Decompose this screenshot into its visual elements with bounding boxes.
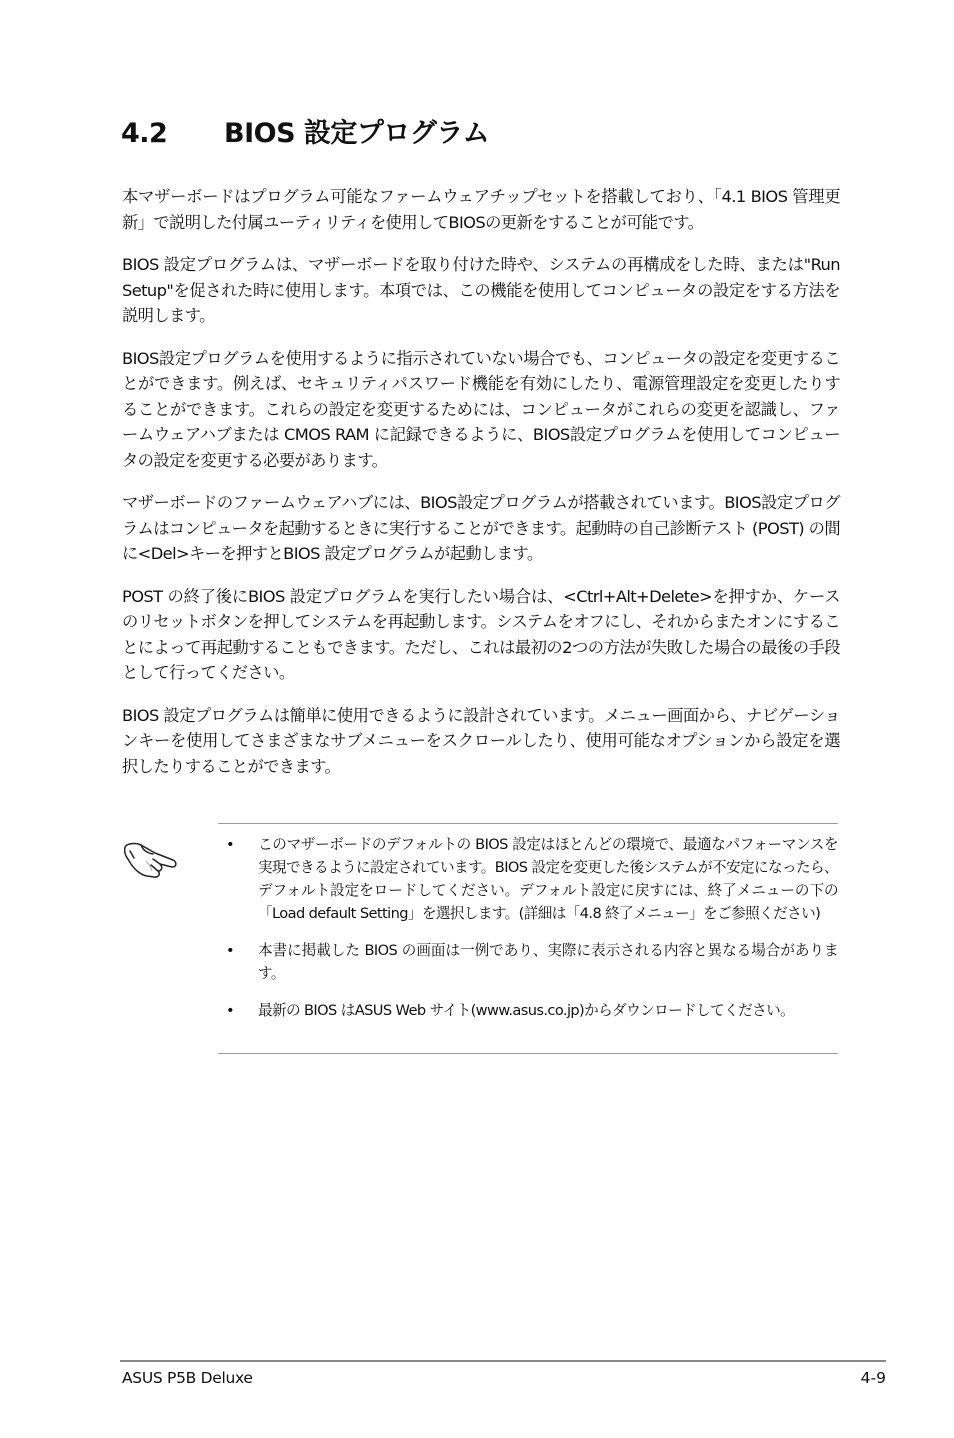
- bullet: •: [226, 1002, 235, 1019]
- note-item-screens-sample: [218, 939, 838, 985]
- section-title: BIOS 設定プログラム: [224, 118, 490, 149]
- note-item-default-settings: [218, 833, 838, 925]
- paragraph-restart: POST の終了後にBIOS 設定プログラムを実行したい場合は、<Ctrl+Alt+Delete>を押すか、ケースのリセットボタンを押してシステムを再起動します。システムをオフにし、それからまたオンにすることによって再起動することもできます。ただし、これは最初の2つの方法が失敗した場合の最後の手段として行ってください。: [122, 586, 840, 682]
- paragraph-change-settings: BIOS設定プログラムを使用するように指示されていない場合でも、コンピュータの設定を変更することができます。例えば、セキュリティパスワード機能を有効にしたり、電源管理設定を変更したりすることができます。これらの設定を変更するためには、コンピュータがこれらの変更を認識し、ファームウェアハブまたは CMOS RAM に記録できるように、BIOS設定プログラムを使用してコンピュータの設定を変更する必要があります。: [122, 348, 840, 470]
- paragraph-intro: 本マザーボードはプログラム可能なファームウェアチップセットを搭載しており、「4.1 BIOS 管理更新」で説明した付属ユーティリティを使用してBIOSの更新をすることが可能です。: [122, 187, 840, 232]
- bullet: •: [226, 942, 235, 959]
- note-item-download: [218, 999, 838, 1022]
- note-box: [120, 823, 840, 1055]
- note-list: [218, 833, 838, 1036]
- paragraph-firmware-hub: マザーボードのファームウェアハブには、BIOS設定プログラムが搭載されています。BIOS設定プログラムはコンピュータを起動するときに実行することができます。起動時の自己診断テスト (POST) の間に<Del>キーを押すとBIOS 設定プログラムが起動します。: [122, 493, 840, 563]
- section-heading: [121, 112, 489, 156]
- section-number: 4.2: [121, 118, 168, 149]
- note-bottom-divider: [218, 1053, 838, 1054]
- bullet: •: [226, 836, 235, 853]
- note-item-text: このマザーボードのデフォルトの BIOS 設定はほとんどの環境で、最適なパフォーマンスを実現できるように設定されています。BIOS 設定を変更した後システムが不安定になったら、デフォルト設定をロードしてください。デフォルト設定に戻すには、終了メニューの下の「Load default Setting」を選択します。(詳細は「4.8 終了メニュー」をご参照ください): [258, 836, 838, 922]
- hand-pointer-icon: [124, 831, 182, 881]
- note-item-text: 最新の BIOS はASUS Web サイト(www.asus.co.jp)からダウンロードしてください。: [258, 1002, 795, 1019]
- note-top-divider: [218, 823, 838, 824]
- page-number: 4-9: [860, 1369, 886, 1387]
- paragraph-easy-use: BIOS 設定プログラムは簡単に使用できるように設計されています。メニュー画面から、ナビゲーションキーを使用してさまざまなサブメニューをスクロールしたり、使用可能なオプションから設定を選択したりすることができます。: [122, 705, 840, 776]
- body-text: [122, 184, 840, 796]
- paragraph-when-to-use: BIOS 設定プログラムは、マザーボードを取り付けた時や、システムの再構成をした時、または"Run Setup"を促された時に使用します。本項では、この機能を使用してコンピュータの設定をする方法を説明します。: [122, 255, 840, 325]
- footer-product-name: ASUS P5B Deluxe: [122, 1369, 253, 1387]
- note-item-text: 本書に掲載した BIOS の画面は一例であり、実際に表示される内容と異なる場合があります。: [258, 942, 838, 982]
- footer-divider: [120, 1360, 886, 1362]
